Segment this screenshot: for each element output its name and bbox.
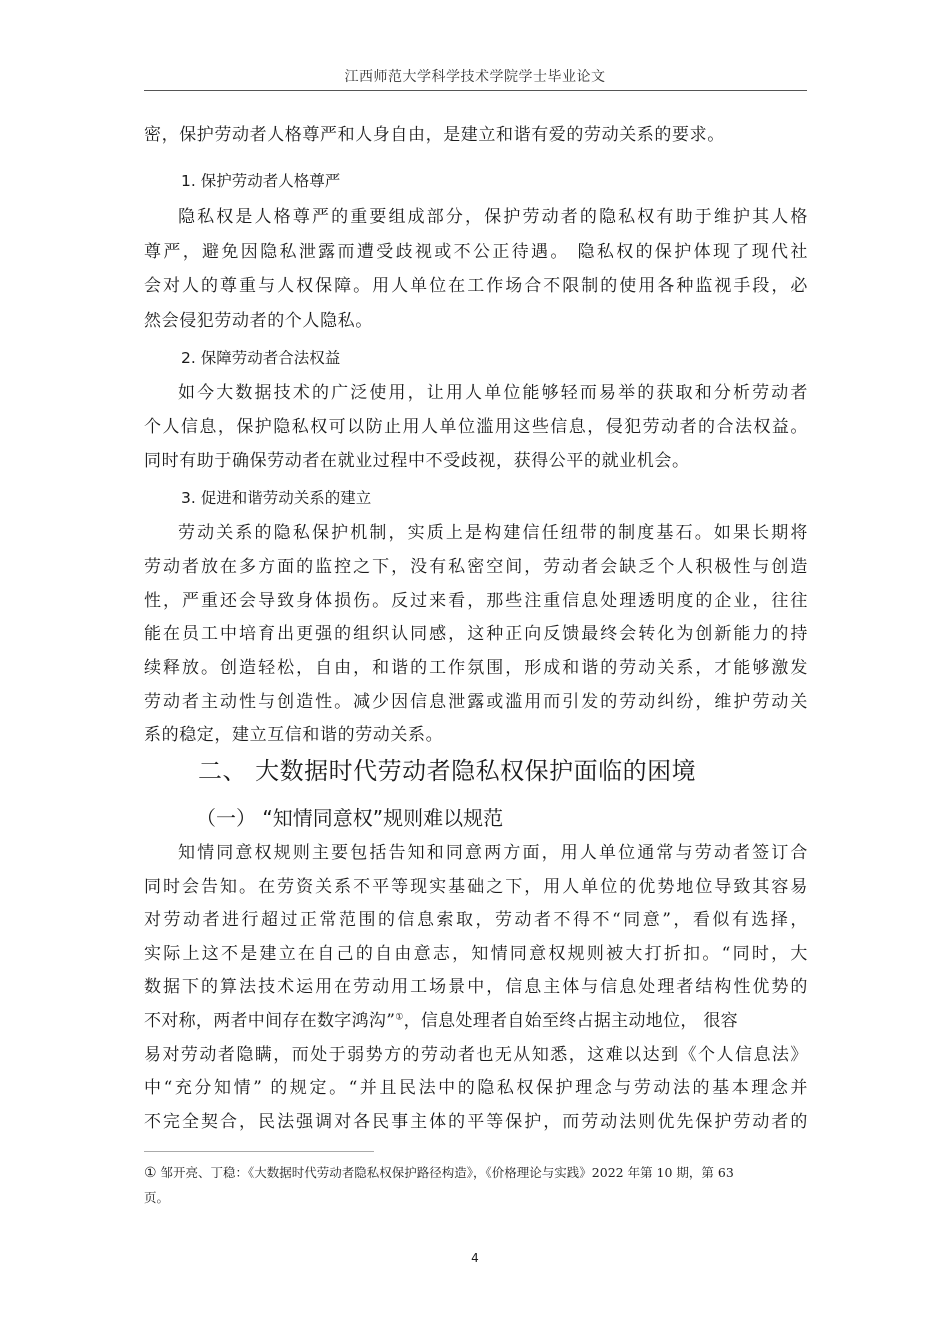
paragraph-line: 中“充分知情” 的规定。“并且民法中的隐私权保护理念与劳动法的基本理念并	[144, 1078, 808, 1098]
paragraph-line: 性，严重还会导致身体损伤。反过来看，那些注重信息处理透明度的企业，往往	[144, 591, 808, 611]
paragraph-line: 不完全契合，民法强调对各民事主体的平等保护，而劳动法则优先保护劳动者的	[144, 1112, 808, 1132]
paragraph-line: 数据下的算法技术运用在劳动用工场景中，信息主体与信息处理者结构性优势的	[144, 977, 808, 997]
paragraph-line: 同时有助于确保劳动者在就业过程中不受歧视，获得公平的就业机会。	[144, 451, 690, 471]
intro-line: 密，保护劳动者人格尊严和人身自由，是建立和谐有爱的劳动关系的要求。	[144, 125, 725, 145]
section-heading-2: 2. 保障劳动者合法权益	[181, 349, 341, 367]
paragraph-line: 个人信息，保护隐私权可以防止用人单位滥用这些信息，侵犯劳动者的合法权益。	[144, 417, 808, 437]
paragraph-line: 知情同意权规则主要包括告知和同意两方面，用人单位通常与劳动者签订合	[178, 843, 808, 863]
paragraph-line-with-footnote	[144, 1011, 808, 1031]
paragraph-line: 尊严，避免因隐私泄露而遭受歧视或不公正待遇。 隐私权的保护体现了现代社	[144, 242, 808, 262]
paragraph-line: 劳动关系的隐私保护机制，实质上是构建信任纽带的制度基石。如果长期将	[178, 523, 808, 543]
footnote-text: 邹开亮、丁稳：《大数据时代劳动者隐私权保护路径构造》，《价格理论与实践》2022 年第 10 期，第 63	[156, 1165, 734, 1180]
quote-text: 不对称，两者中间存在数字鸿沟”	[144, 1011, 396, 1031]
page-header: 江西师范大学科学技术学院学士毕业论文	[344, 69, 606, 85]
paragraph-line: 如今大数据技术的广泛使用，让用人单位能够轻而易举的获取和分析劳动者	[178, 383, 808, 403]
chapter-heading: 二、 大数据时代劳动者隐私权保护面临的困境	[198, 757, 697, 785]
footnote-marker: ①	[144, 1165, 157, 1181]
paragraph-line: 系的稳定，建立互信和谐的劳动关系。	[144, 725, 444, 745]
header-rule	[144, 90, 807, 91]
paragraph-line: 劳动者放在多方面的监控之下，没有私密空间，劳动者会缺乏个人积极性与创造	[144, 557, 808, 577]
quote-continuation: ，信息处理者自始至终占据主动地位， 很容	[403, 1011, 738, 1031]
paragraph-line: 对劳动者进行超过正常范围的信息索取，劳动者不得不“同意”，看似有选择，	[144, 910, 808, 930]
page-number: 4	[471, 1251, 479, 1265]
section-heading-3: 3. 促进和谐劳动关系的建立	[181, 489, 372, 507]
footnote-continuation: 页。	[144, 1190, 170, 1205]
footnote-rule	[144, 1151, 374, 1152]
footnote-reference[interactable]: ①	[395, 1012, 404, 1023]
paragraph-line: 隐私权是人格尊严的重要组成部分，保护劳动者的隐私权有助于维护其人格	[178, 207, 808, 227]
paragraph-line: 易对劳动者隐瞒，而处于弱势方的劳动者也无从知悉，这难以达到《个人信息法》	[144, 1045, 808, 1065]
paragraph-line: 然会侵犯劳动者的个人隐私。	[144, 311, 373, 331]
paragraph-line: 会对人的尊重与人权保障。用人单位在工作场合不限制的使用各种监视手段，必	[144, 276, 808, 296]
subsection-heading: （一） “知情同意权”规则难以规范	[196, 806, 504, 830]
paragraph-line: 同时会告知。在劳资关系不平等现实基础之下，用人单位的优势地位导致其容易	[144, 877, 808, 897]
paragraph-line: 能在员工中培育出更强的组织认同感，这种正向反馈最终会转化为创新能力的持	[144, 624, 808, 644]
footnote	[144, 1165, 808, 1181]
section-heading-1: 1. 保护劳动者人格尊严	[181, 172, 341, 190]
paragraph-line: 实际上这不是建立在自己的自由意志，知情同意权规则被大打折扣。“同时，大	[144, 944, 808, 964]
paragraph-line: 劳动者主动性与创造性。减少因信息泄露或滥用而引发的劳动纠纷，维护劳动关	[144, 692, 808, 712]
paragraph-line: 续释放。创造轻松，自由，和谐的工作氛围，形成和谐的劳动关系，才能够激发	[144, 658, 808, 678]
